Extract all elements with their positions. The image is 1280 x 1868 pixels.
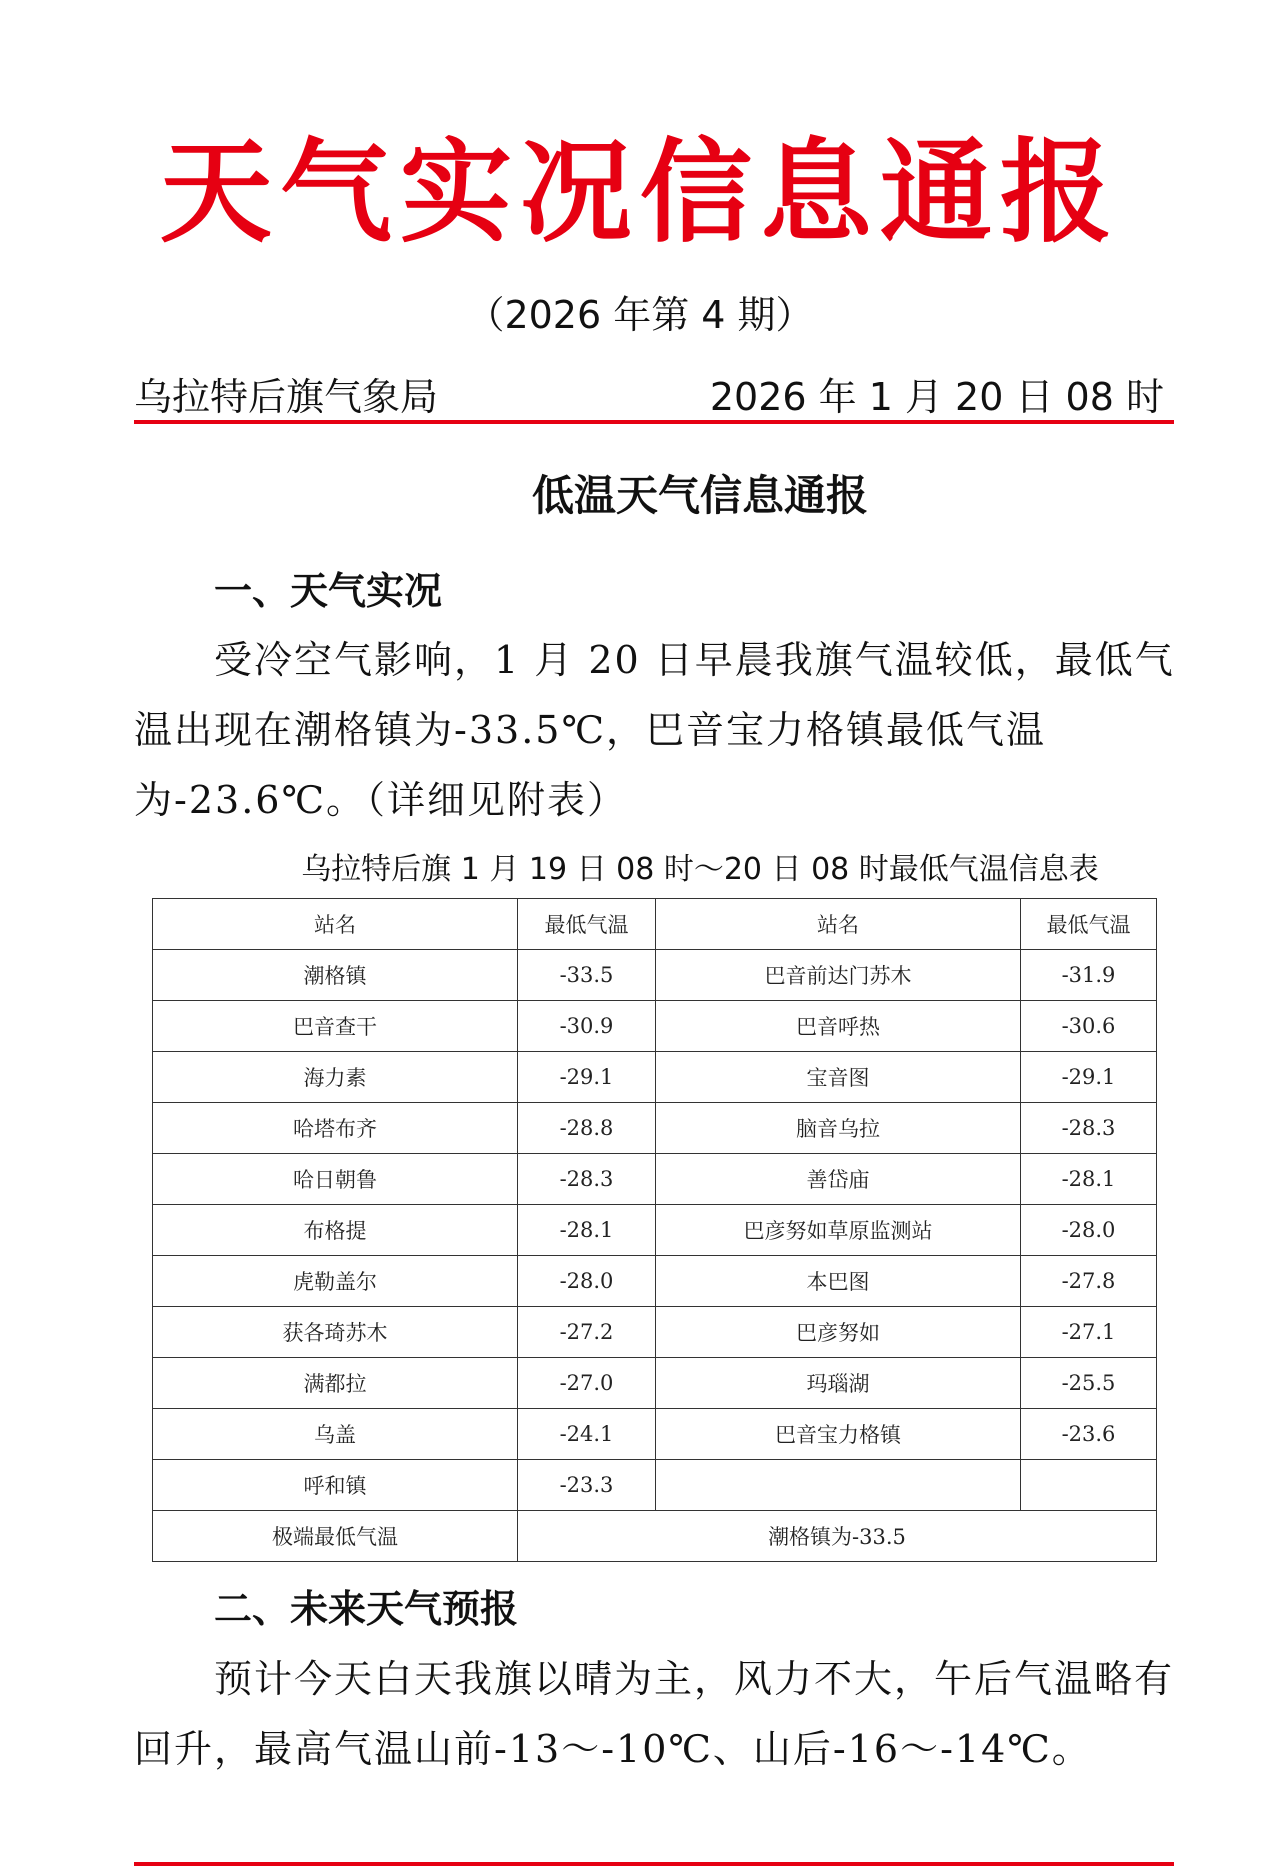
- station-name-cell: 巴音查干: [153, 1001, 518, 1052]
- min-temp-cell: -27.2: [518, 1307, 656, 1358]
- station-name-cell: 虎勒盖尔: [153, 1256, 518, 1307]
- station-name-cell: 布格提: [153, 1205, 518, 1256]
- min-temp-cell: -28.0: [1021, 1205, 1157, 1256]
- min-temp-cell: -28.1: [1021, 1154, 1157, 1205]
- min-temp-cell: -28.3: [518, 1154, 656, 1205]
- station-name-cell: 呼和镇: [153, 1460, 518, 1511]
- table-header-cell: 最低气温: [1021, 899, 1157, 950]
- table-caption: 乌拉特后旗 1 月 19 日 08 时～20 日 08 时最低气温信息表: [301, 852, 1099, 887]
- station-name-cell: 玛瑙湖: [656, 1358, 1021, 1409]
- station-name-cell: 满都拉: [153, 1358, 518, 1409]
- table-header-cell: 站名: [656, 899, 1021, 950]
- observations-paragraph: 受冷空气影响，1 月 20 日早晨我旗气温较低，最低气温出现在潮格镇为-33.5℃，巴音宝力格镇最低气温为-23.6℃。（详细见附表）: [134, 638, 1175, 822]
- header-divider: [134, 420, 1174, 424]
- table-row: [153, 1256, 1157, 1307]
- station-name-cell: 乌盖: [153, 1409, 518, 1460]
- station-name-cell: 本巴图: [656, 1256, 1021, 1307]
- table-row: [153, 1103, 1157, 1154]
- min-temperature-table: [152, 898, 1157, 1562]
- table-row: [153, 1205, 1157, 1256]
- table-header-cell: 最低气温: [518, 899, 656, 950]
- station-name-cell: [656, 1460, 1021, 1511]
- issuer-name: 乌拉特后旗气象局: [134, 375, 439, 419]
- table-row: [153, 1307, 1157, 1358]
- min-temp-cell: -23.3: [518, 1460, 656, 1511]
- min-temp-cell: -31.9: [1021, 950, 1157, 1001]
- min-temp-cell: -24.1: [518, 1409, 656, 1460]
- min-temp-cell: -29.1: [1021, 1052, 1157, 1103]
- min-temp-cell: -25.5: [1021, 1358, 1157, 1409]
- station-name-cell: 巴音宝力格镇: [656, 1409, 1021, 1460]
- min-temp-cell: -28.1: [518, 1205, 656, 1256]
- min-temp-cell: -23.6: [1021, 1409, 1157, 1460]
- table-row: [153, 1358, 1157, 1409]
- station-name-cell: 海力素: [153, 1052, 518, 1103]
- table-header-cell: 站名: [153, 899, 518, 950]
- min-temp-cell: -30.9: [518, 1001, 656, 1052]
- table-row: [153, 950, 1157, 1001]
- station-name-cell: 哈日朝鲁: [153, 1154, 518, 1205]
- min-temp-cell: -27.8: [1021, 1256, 1157, 1307]
- min-temp-cell: -28.8: [518, 1103, 656, 1154]
- station-name-cell: 巴音前达门苏木: [656, 950, 1021, 1001]
- extreme-label-cell: 极端最低气温: [153, 1511, 518, 1562]
- min-temp-cell: -29.1: [518, 1052, 656, 1103]
- footer-divider: [134, 1862, 1174, 1866]
- station-name-cell: 哈塔布齐: [153, 1103, 518, 1154]
- forecast-paragraph: 预计今天白天我旗以晴为主，风力不大，午后气温略有回升，最高气温山前-13～-10℃、山后-16～-14℃。: [134, 1657, 1175, 1771]
- station-name-cell: 巴音呼热: [656, 1001, 1021, 1052]
- station-name-cell: 善岱庙: [656, 1154, 1021, 1205]
- table-row: [153, 1001, 1157, 1052]
- extreme-value-cell: 潮格镇为-33.5: [518, 1511, 1157, 1562]
- table-row: [153, 1409, 1157, 1460]
- station-name-cell: 潮格镇: [153, 950, 518, 1001]
- min-temp-cell: -27.0: [518, 1358, 656, 1409]
- table-header-row: [153, 899, 1157, 950]
- section-heading-observations: 一、天气实况: [214, 569, 443, 613]
- min-temp-cell: -33.5: [518, 950, 656, 1001]
- table-row: [153, 1154, 1157, 1205]
- min-temp-cell: -27.1: [1021, 1307, 1157, 1358]
- section-heading-forecast: 二、未来天气预报: [214, 1587, 519, 1631]
- station-name-cell: 巴彦努如: [656, 1307, 1021, 1358]
- issue-number: （2026 年第 4 期）: [466, 293, 814, 337]
- min-temp-cell: [1021, 1460, 1157, 1511]
- table-row: [153, 1052, 1157, 1103]
- document-title: 低温天气信息通报: [531, 471, 868, 520]
- table-row: [153, 1460, 1157, 1511]
- min-temp-cell: -28.0: [518, 1256, 656, 1307]
- min-temp-cell: -30.6: [1021, 1001, 1157, 1052]
- station-name-cell: 获各琦苏木: [153, 1307, 518, 1358]
- station-name-cell: 巴彦努如草原监测站: [656, 1205, 1021, 1256]
- station-name-cell: 脑音乌拉: [656, 1103, 1021, 1154]
- station-name-cell: 宝音图: [656, 1052, 1021, 1103]
- masthead-title: 天气实况信息通报: [160, 128, 1120, 258]
- issue-datetime: 2026 年 1 月 20 日 08 时: [709, 375, 1164, 419]
- extreme-row: [153, 1511, 1157, 1562]
- min-temp-cell: -28.3: [1021, 1103, 1157, 1154]
